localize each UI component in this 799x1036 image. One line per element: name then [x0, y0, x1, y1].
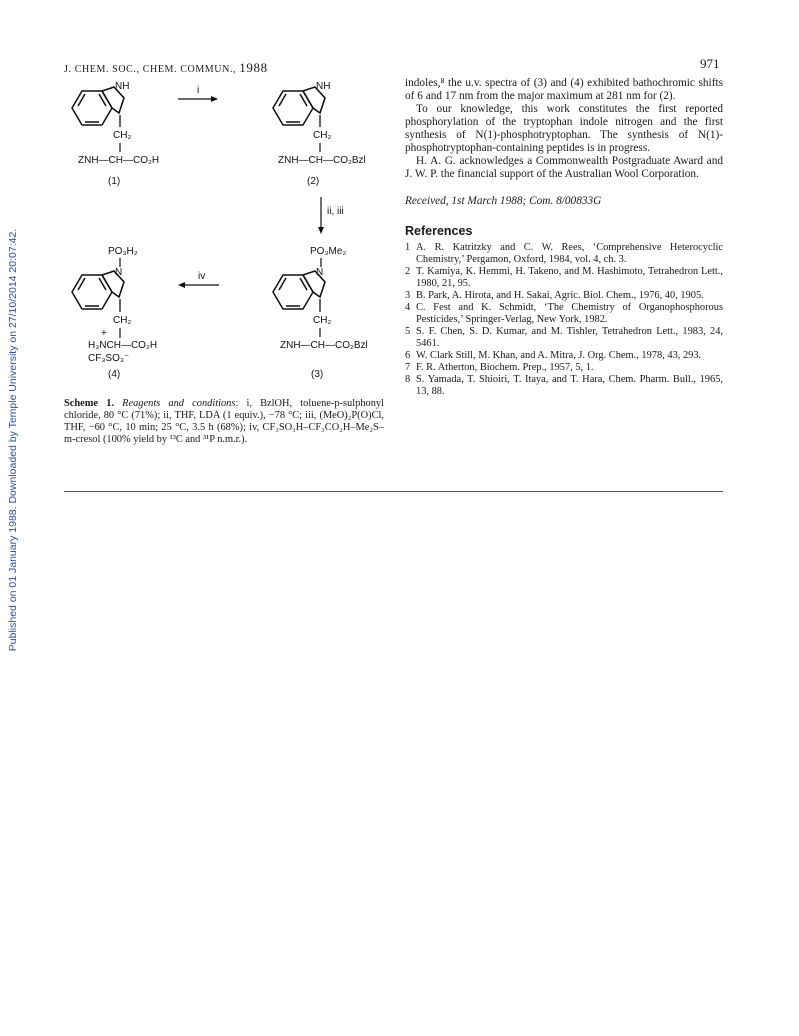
reference-number: 4 — [405, 302, 411, 313]
compound-2-ch2: CH₂ — [313, 130, 332, 141]
compound-4-chain: H₃NCH—CO₂H — [88, 340, 158, 351]
reference-text: B. Park, A. Hirota, and H. Sakai, Agric. Biol. Chem., 1976, 40, 1905. — [416, 290, 704, 301]
reference-text: W. Clark Still, M. Khan, and A. Mitra, J. Org. Chem., 1978, 43, 293. — [416, 350, 702, 361]
page-number: 971 — [700, 56, 720, 71]
compound-3-number: (3) — [311, 369, 324, 380]
reaction-arrow-i — [178, 85, 218, 102]
compound-4 — [72, 246, 157, 380]
reference-number: 3 — [405, 290, 411, 301]
right-column — [405, 77, 723, 398]
reference-text: S. F. Chen, S. D. Kumar, and M. Tishler, Tetrahedron Lett., 1983, 24, 5461. — [416, 326, 723, 349]
body-paragraph-2: To our knowledge, this work constitutes the first reported phosphorylation of the tryptophan indole nitrogen and the first synthesis of N(1)-phosphotryptophan. The synthesis of N(1)-phosphotryptophan-containing peptides is in progress. — [405, 103, 723, 154]
reference-item — [405, 374, 723, 398]
left-column — [64, 72, 384, 456]
reaction-arrow-iv — [178, 271, 219, 288]
section-divider — [64, 491, 723, 492]
compound-1-number: (1) — [108, 176, 121, 187]
compound-4-po3h2: PO₃H₂ — [108, 246, 138, 257]
reaction-arrow-ii-iii — [318, 197, 344, 234]
reference-text: C. Fest and K. Schmidt, ‘The Chemistry of Organophosphorous Pesticides,’ Springer-Verlag, New York, 1982. — [416, 302, 723, 325]
reference-text: A. R. Katritzky and C. W. Rees, ‘Comprehensive Heterocyclic Chemistry,’ Pergamon, Oxford, 1984, vol. 4, ch. 3. — [416, 242, 723, 265]
compound-3-chain: ZNH—CH—CO₂Bzl — [280, 340, 368, 351]
compound-3-po3me2: PO₃Me₂ — [310, 246, 347, 257]
reference-number: 5 — [405, 326, 411, 337]
reference-text: S. Yamada, T. Shioiri, T. Itaya, and T. Hara, Chem. Pharm. Bull., 1965, 13, 88. — [416, 374, 723, 397]
reference-list — [405, 242, 723, 398]
caption-title: Scheme 1. — [64, 398, 114, 409]
journal-name: J. CHEM. SOC., CHEM. COMMUN., — [64, 64, 237, 75]
reference-number: 2 — [405, 266, 411, 277]
step-label-iv: iv — [198, 271, 206, 282]
compound-2-chain: ZNH—CH—CO₂Bzl — [278, 155, 366, 166]
compound-3-n: N — [316, 267, 324, 278]
compound-4-number: (4) — [108, 369, 121, 380]
compound-4-counterion: CF₃SO₃⁻ — [88, 353, 130, 364]
journal-year: 1988 — [239, 60, 268, 75]
compound-1-nh: NH — [115, 81, 130, 92]
reference-item — [405, 326, 723, 350]
step-label-i: i — [197, 85, 200, 96]
download-watermark-text: Published on 01 January 1988. Downloaded by Temple University on 27/10/2014 20:07:42. — [7, 228, 19, 652]
reference-item — [405, 350, 723, 362]
reference-number: 8 — [405, 374, 411, 385]
compound-1-chain: ZNH—CH—CO₂H — [78, 155, 160, 166]
reference-number: 7 — [405, 362, 411, 373]
reference-item — [405, 362, 723, 374]
compound-4-n: N — [115, 267, 123, 278]
compound-4-ch2: CH₂ — [113, 315, 132, 326]
reference-item — [405, 290, 723, 302]
reference-text: T. Kamiya, K. Hemmi, H. Takeno, and M. Hashimoto, Tetrahedron Lett., 1980, 21, 95. — [416, 266, 723, 289]
reference-item — [405, 266, 723, 290]
reference-text: F. R. Atherton, Biochem. Prep., 1957, 5, 1. — [416, 362, 594, 373]
compound-3 — [273, 246, 368, 380]
references-heading: References — [405, 224, 473, 238]
body-paragraph-1: indoles,⁸ the u.v. spectra of (3) and (4) exhibited bathochromic shifts of 6 and 17 nm from the major maximum at 281 nm for (2). — [405, 77, 723, 102]
compound-4-plus: + — [101, 328, 107, 339]
acknowledgement-paragraph: H. A. G. acknowledges a Commonwealth Postgraduate Award and J. W. P. the financial support of the Australian Wool Corporation. — [405, 155, 723, 180]
step-label-ii-iii: ii, iii — [327, 206, 344, 217]
reaction-scheme — [64, 72, 384, 394]
compound-3-ch2: CH₂ — [313, 315, 332, 326]
compound-2 — [273, 81, 366, 187]
caption-lead: Reagents and conditions — [122, 398, 236, 409]
reference-item — [405, 242, 723, 266]
compound-2-nh: NH — [316, 81, 331, 92]
reference-number: 6 — [405, 350, 411, 361]
reference-number: 1 — [405, 242, 411, 253]
compound-1-ch2: CH₂ — [113, 130, 132, 141]
received-line: Received, 1st March 1988; Com. 8/00833G — [405, 195, 602, 207]
scheme-caption — [64, 398, 384, 446]
compound-2-number: (2) — [307, 176, 320, 187]
caption-body: : i, BzlOH, toluene-p-sulphonyl chloride, 80 °C (71%); ii, THF, LDA (1 equiv.), −78 °C; iii, (MeO)₂P(O)Cl, THF, −60 °C, 10 min; 25 °C, 3.5 h (68%); iv, CF₃SO₃H–CF₃CO₂H–Me₂S–m-cresol (100% yield by ¹³C and ³¹P n.m.r.). — [64, 398, 384, 445]
compound-1 — [72, 81, 159, 187]
reference-item — [405, 302, 723, 326]
download-watermark — [6, 230, 20, 650]
